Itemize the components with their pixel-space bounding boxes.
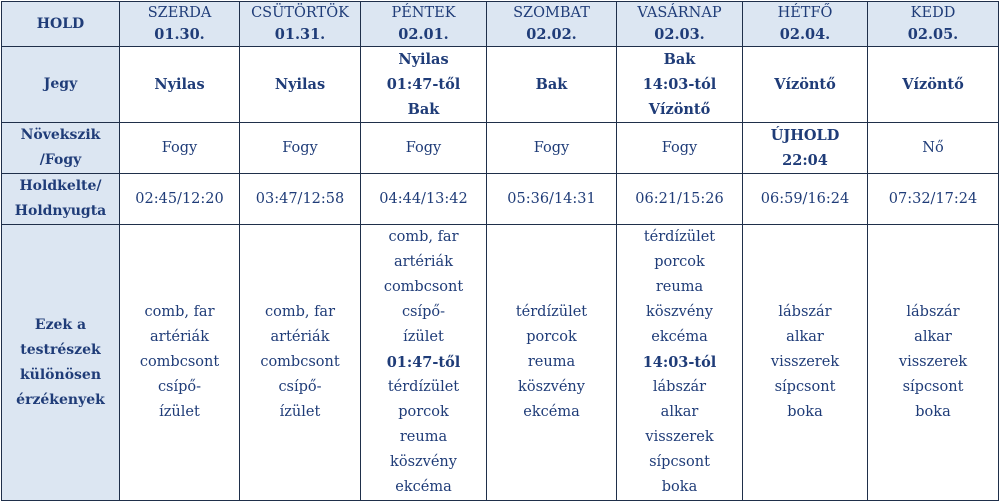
row-label-sign: Jegy: [2, 47, 120, 123]
moonrise-row: [2, 174, 999, 225]
body-part: sípcsont: [649, 454, 710, 470]
body-part: térdízület: [387, 379, 460, 395]
row-label-line: Ezek a: [34, 316, 87, 333]
body-part: köszvény: [518, 379, 585, 395]
sign-row: [2, 47, 999, 123]
moonrise-cell: 06:59/16:24: [743, 174, 868, 225]
phase-cell: [487, 123, 617, 174]
body-part: visszerek: [770, 354, 840, 370]
phase-cell: [240, 123, 361, 174]
day-name: SZOMBAT: [513, 5, 590, 21]
day-name: SZERDA: [147, 5, 212, 21]
body-part: combcsont: [139, 354, 220, 370]
day-header: [240, 2, 361, 47]
day-name: HÉTFŐ: [777, 5, 833, 21]
body-part: sípcsont: [774, 379, 836, 395]
row-label-body-parts: [2, 225, 120, 501]
body-part: comb, far: [388, 229, 459, 245]
body-part: ízület: [403, 329, 444, 345]
sign-change-time: 01:47-től: [386, 76, 461, 93]
day-date: 02.01.: [398, 26, 449, 43]
body-part: porcok: [654, 254, 705, 270]
sign-text: Bak: [663, 51, 696, 68]
day-date: 02.03.: [654, 26, 705, 43]
day-header: [868, 2, 999, 47]
phase-cell: [617, 123, 743, 174]
sign-text: Nyilas: [154, 76, 205, 93]
moonrise-cell: 03:47/12:58: [240, 174, 361, 225]
body-part: porcok: [526, 329, 577, 345]
row-label-line: testrészek: [20, 341, 101, 358]
day-date: 02.04.: [779, 26, 831, 43]
body-part: combcsont: [383, 279, 464, 295]
sign-cell: [240, 47, 361, 123]
sign-cell: [361, 47, 487, 123]
sign-text: Bak: [407, 101, 440, 118]
body-part: reuma: [655, 279, 704, 295]
sign-cell: [743, 47, 868, 123]
phase-cell: [361, 123, 487, 174]
body-part: ízület: [159, 404, 200, 420]
body-part: boka: [787, 404, 823, 420]
body-part: térdízület: [643, 229, 716, 245]
moonrise-cell: 07:32/17:24: [868, 174, 999, 225]
row-label-phase: [2, 123, 120, 174]
sign-change-time: 14:03-tól: [642, 76, 717, 93]
body-part: ekcéma: [523, 404, 580, 420]
sign-change-time: 14:03-tól: [642, 354, 717, 371]
day-header: [120, 2, 240, 47]
day-header: [617, 2, 743, 47]
phase-cell: [743, 123, 868, 174]
body-part: lábszár: [906, 304, 960, 320]
row-label-line: Holdkelte/: [19, 178, 102, 194]
body-part: csípő-: [278, 379, 322, 395]
phase-row: [2, 123, 999, 174]
new-moon-time: 22:04: [782, 152, 828, 169]
sign-text: Vízöntő: [774, 76, 836, 93]
row-label-line: Növekszik: [20, 127, 101, 143]
header-row: [2, 2, 999, 47]
sign-text: Vízöntő: [902, 76, 964, 93]
moonrise-cell: 02:45/12:20: [120, 174, 240, 225]
sign-cell: [120, 47, 240, 123]
body-parts-cell: [240, 225, 361, 501]
body-part: artériák: [270, 329, 330, 345]
body-part: köszvény: [646, 304, 713, 320]
sign-cell: [487, 47, 617, 123]
moonrise-cell: 06:21/15:26: [617, 174, 743, 225]
row-label-line: érzékenyek: [16, 391, 105, 408]
row-label-line: különösen: [19, 366, 102, 383]
body-part: ekcéma: [651, 329, 708, 345]
body-part: reuma: [527, 354, 576, 370]
body-part: sípcsont: [902, 379, 964, 395]
body-parts-cell: [120, 225, 240, 501]
body-parts-cell: [487, 225, 617, 501]
body-part: combcsont: [260, 354, 340, 370]
body-part: artériák: [150, 329, 209, 345]
body-part: comb, far: [144, 304, 215, 320]
sign-text: Bak: [535, 76, 568, 93]
body-part: köszvény: [390, 454, 457, 470]
body-part: csípő-: [401, 304, 446, 320]
day-name: CSÜTÖRTÖK: [251, 5, 349, 21]
body-parts-cell: [361, 225, 487, 501]
sign-text: Nyilas: [274, 76, 326, 93]
body-parts-cell: [743, 225, 868, 501]
day-date: 01.30.: [154, 26, 205, 43]
body-part: csípő-: [157, 379, 202, 395]
body-part: ekcéma: [395, 479, 452, 495]
phase-text: Fogy: [533, 139, 570, 156]
day-header: [743, 2, 868, 47]
body-part: artériák: [394, 254, 453, 270]
moon-calendar-table: [1, 1, 999, 501]
body-parts-cell: [868, 225, 999, 501]
corner-label: HOLD: [2, 2, 120, 47]
day-date: 02.02.: [526, 26, 577, 43]
sign-cell: [868, 47, 999, 123]
phase-text: Fogy: [405, 139, 442, 156]
sign-text: Nyilas: [398, 51, 449, 68]
body-part: térdízület: [515, 304, 588, 320]
body-part: alkar: [786, 329, 824, 345]
body-parts-row: [2, 225, 999, 501]
body-part: boka: [915, 404, 951, 420]
body-part: porcok: [398, 404, 449, 420]
body-part: boka: [661, 479, 698, 495]
day-name: PÉNTEK: [391, 5, 456, 21]
moonrise-cell: 05:36/14:31: [487, 174, 617, 225]
body-part: lábszár: [778, 304, 832, 320]
body-part: visszerek: [645, 429, 714, 445]
row-label-moonrise: [2, 174, 120, 225]
moonrise-cell: 04:44/13:42: [361, 174, 487, 225]
new-moon-label: ÚJHOLD: [770, 127, 840, 144]
phase-text: Fogy: [282, 139, 318, 156]
body-part: alkar: [914, 329, 952, 345]
day-date: 02.05.: [907, 26, 959, 43]
phase-text: Nő: [922, 139, 944, 156]
body-part: visszerek: [898, 354, 968, 370]
row-label-line: Holdnyugta: [14, 203, 107, 219]
body-part: reuma: [399, 429, 448, 445]
body-part: alkar: [660, 404, 699, 420]
day-name: VASÁRNAP: [637, 5, 722, 21]
sign-text: Vízöntő: [648, 101, 711, 118]
phase-text: Fogy: [661, 139, 698, 156]
body-part: comb, far: [264, 304, 336, 320]
body-parts-cell: [617, 225, 743, 501]
body-part: ízület: [279, 404, 321, 420]
sign-change-time: 01:47-től: [386, 354, 461, 371]
body-part: lábszár: [652, 379, 707, 395]
phase-cell: [868, 123, 999, 174]
phase-cell: [120, 123, 240, 174]
phase-text: Fogy: [161, 139, 198, 156]
day-date: 01.31.: [274, 26, 326, 43]
sign-cell: [617, 47, 743, 123]
day-name: KEDD: [910, 5, 956, 21]
day-header: [487, 2, 617, 47]
row-label-line: /Fogy: [39, 152, 82, 168]
day-header: [361, 2, 487, 47]
